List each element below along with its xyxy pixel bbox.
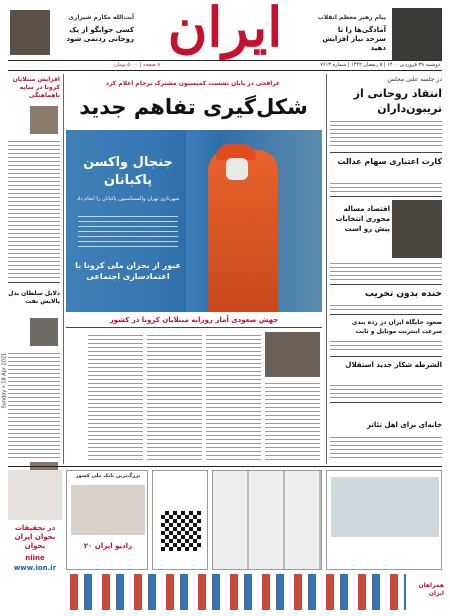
footer-ad-brand: niine xyxy=(25,554,45,562)
story6-headline[interactable]: الشرطه شکار جدید استقلال xyxy=(345,361,442,369)
worker-face xyxy=(226,158,248,180)
footer-url[interactable]: www.ion.ir xyxy=(13,564,57,572)
ad-grid[interactable] xyxy=(212,470,322,570)
masthead-logo: ایران xyxy=(167,0,283,59)
overlay-headline[interactable]: جنجال واکسن پاکبانان xyxy=(83,155,173,188)
left-column-photo-2 xyxy=(30,318,58,346)
right-teaser-headline[interactable]: آمادگی‌ها را تا سرحد نیاز افزایش دهید xyxy=(322,26,386,52)
footer-ad-text: در تحقیقات بخوان ایران بخوان xyxy=(14,524,56,550)
story1-kicker: در جلسه علنی مجلس xyxy=(387,76,442,83)
main-photo xyxy=(66,130,322,312)
right-teaser-photo xyxy=(392,8,442,60)
ad-right-image xyxy=(331,477,439,537)
story5-text xyxy=(330,338,442,352)
story7-headline[interactable]: خانه‌ای برای اهل تئاتر xyxy=(366,421,442,429)
story4-headline[interactable]: خنده بدون تخریب xyxy=(364,289,442,299)
right-column-divider xyxy=(326,74,327,464)
left-text-1 xyxy=(8,138,60,278)
article-col-3 xyxy=(147,332,202,462)
right-rule-4 xyxy=(330,314,442,315)
ad-bank-image xyxy=(71,485,145,535)
story2-text xyxy=(330,180,442,192)
english-date: Sunday • 18 Apr 2021 xyxy=(1,352,8,409)
story3-headline[interactable]: اقتصاد مساله محوری انتخابات پیش رو است xyxy=(335,205,390,233)
info-line: ۸ صفحه | ۵۰۰۰ تومان xyxy=(113,62,160,68)
ad-radio-title: رادیو ایران ۲۰ xyxy=(83,542,133,550)
ad-bank[interactable] xyxy=(66,470,148,570)
right-rule-3 xyxy=(330,284,442,285)
ads-top-rule xyxy=(8,466,442,467)
left-column-divider xyxy=(63,74,64,464)
left-column-photo-1 xyxy=(30,106,58,134)
left-teaser-headline[interactable]: کسی جوابگو از یک روحانی ردنمی شود xyxy=(66,26,134,43)
right-teaser-kicker: پیام رهبر معظم انقلاب xyxy=(317,14,386,21)
left-headline-1[interactable]: افزایش مبتلایان کرونا در سایه ناهماهنگی xyxy=(12,76,60,99)
story6-text xyxy=(330,382,442,398)
caption-rule xyxy=(66,327,322,328)
left-teaser-photo xyxy=(10,10,50,55)
right-rule-6 xyxy=(330,402,442,403)
right-rule-1 xyxy=(330,152,442,153)
story1-text xyxy=(330,118,442,148)
article-col-4 xyxy=(88,332,143,462)
qr-code-icon xyxy=(161,511,201,551)
story2-headline[interactable]: کارت اعتباری سهام عدالت xyxy=(337,157,442,166)
right-rule-5 xyxy=(330,356,442,357)
main-kicker: عراقچی در پایان نشست کمیسیون مشترک برجام اعلام کرد xyxy=(105,80,281,87)
left-rule-1 xyxy=(8,282,60,283)
story3-text xyxy=(330,260,442,280)
photo-caption: جهش صعودی آمار روزانه مبتلایان کرونا در کشور xyxy=(109,316,279,324)
article-col-2 xyxy=(206,332,261,462)
left-teaser-kicker: آیت‌الله مکارم شیرازی xyxy=(68,14,134,21)
date-rule xyxy=(8,70,442,71)
sponsor-logos-strip xyxy=(66,574,406,610)
overlay-body: شهرداری تهران واکسیناسیون پاکبانان را انجام داد xyxy=(76,196,180,202)
story7-text xyxy=(330,434,442,460)
date-line: دوشنبه ۲۹ فروردین ۱۴۰۰ | ۵ رمضان ۱۴۴۲ | شماره ۷۶۱۳ xyxy=(320,62,440,68)
story1-headline[interactable]: انتقاد روحانی از تریبون‌داران xyxy=(353,87,442,115)
bottom-right-label: همراهان ایران xyxy=(418,582,444,597)
overlay-lines xyxy=(78,212,178,250)
story5-headline[interactable]: صعود جایگاه ایران در رده بندی سرعت اینترنت موبایل و ثابت xyxy=(351,319,442,335)
left-text-2 xyxy=(8,350,60,458)
ad-bank-title: بزرگ‌ترین بانک ملی کشور xyxy=(75,473,141,479)
article-photo-1 xyxy=(265,332,320,377)
ad-right[interactable] xyxy=(326,470,442,570)
story4-text xyxy=(330,302,442,312)
left-headline-2[interactable]: دلایل سلطان بدل پالایش نفت xyxy=(8,290,60,305)
story3-photo xyxy=(392,200,442,258)
article-col-1 xyxy=(265,380,320,462)
right-rule-2 xyxy=(330,196,442,197)
ad-qr-block[interactable] xyxy=(152,470,208,570)
main-headline[interactable]: شکل‌گیری تفاهم جدید xyxy=(79,95,308,119)
masthead-rule xyxy=(8,60,442,61)
overlay-subhead[interactable]: عبور از بحران ملی کرونا با اعتمادسازی اجتماعی xyxy=(75,261,181,281)
footer-ad-photo xyxy=(8,470,62,520)
